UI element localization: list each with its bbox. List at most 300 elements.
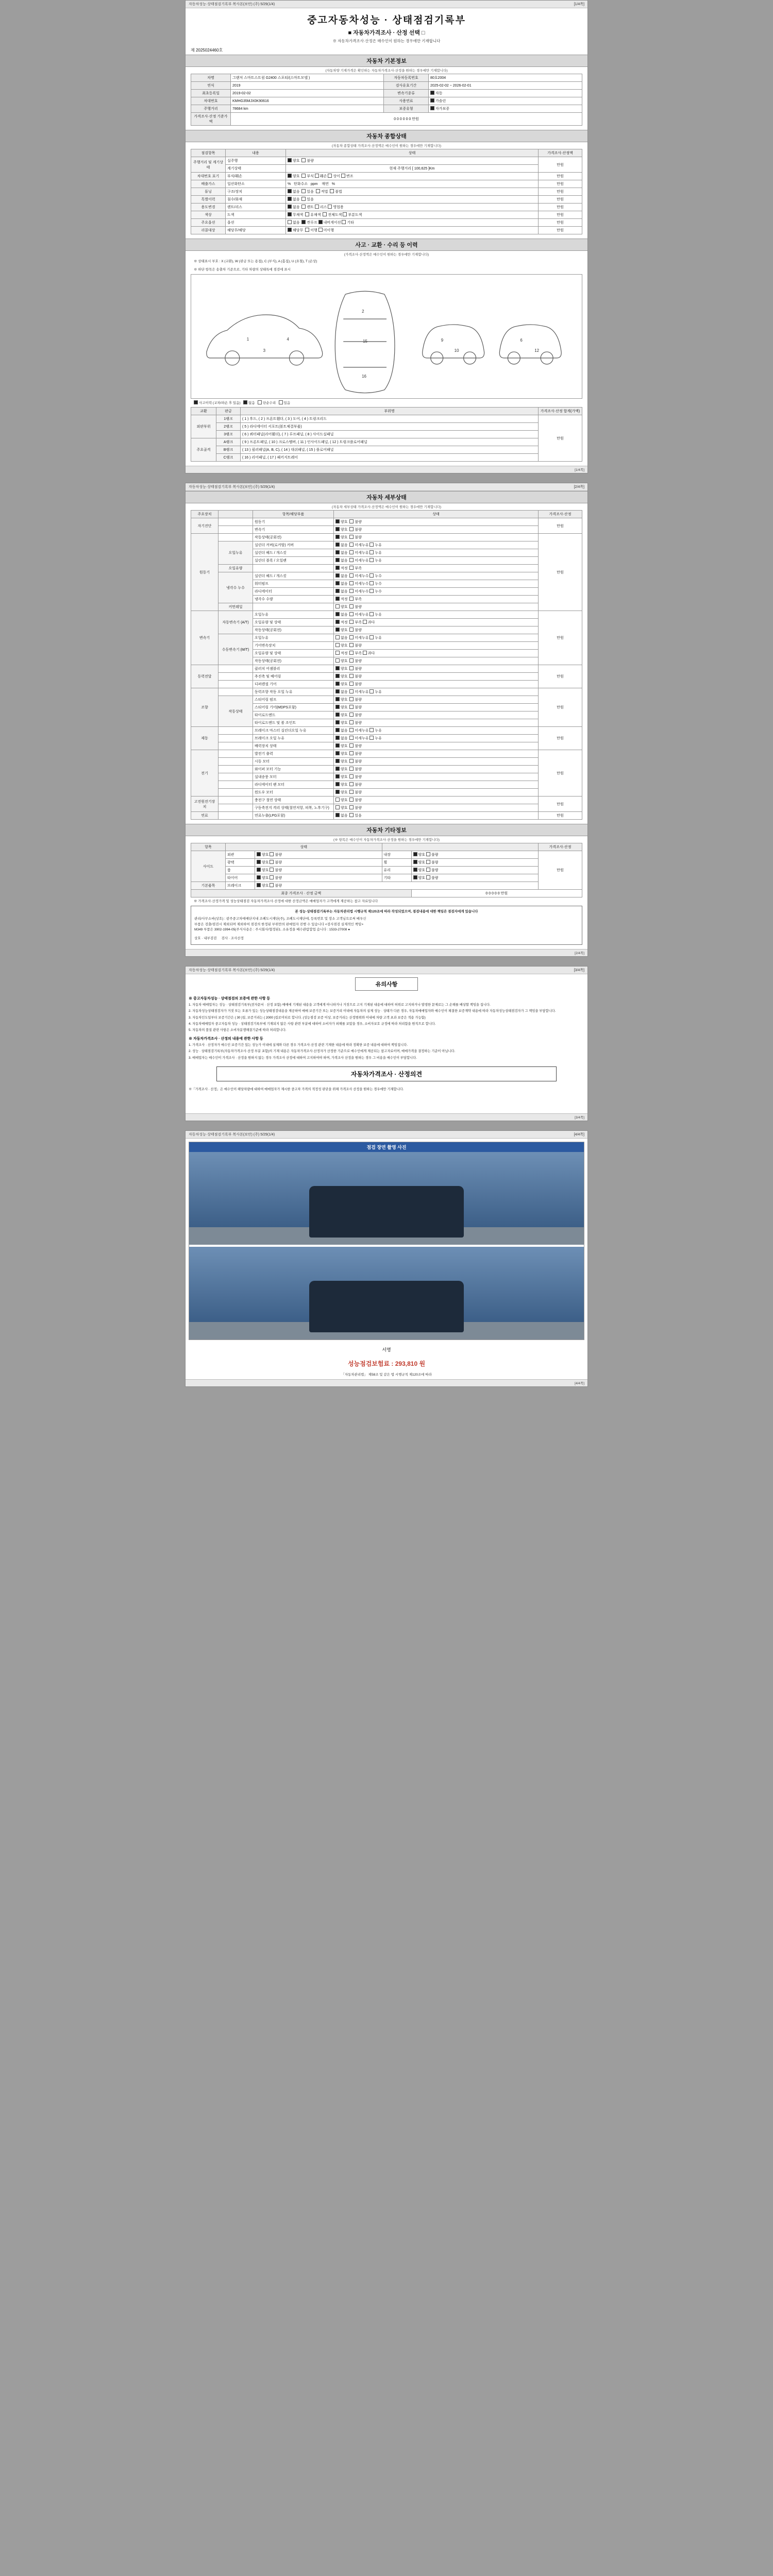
detail-price: 만원 [539,812,582,820]
detail-sub [219,796,253,804]
row-state: 양호 불량 [286,157,539,165]
etc-state-2: 양호 불량 [411,851,539,859]
detail-item: 작동상태(공회전) [253,626,334,634]
detail-sub [219,742,253,750]
detail-sub: 오일유량 [219,565,253,572]
parts-rank: 2랭크 [216,423,241,431]
row-state: 없음 렌트 리스 영업용 [286,204,539,211]
cell-value: 80호2004 [429,74,582,82]
document-title-block [186,8,587,46]
etc-state: 양호 불량 [255,867,382,874]
row-label: 튜닝 [191,188,226,196]
signature-label: 서명 [382,1347,391,1353]
car-damage-diagram [191,274,582,399]
detail-item: 실린더 헤드 / 개스킷 [253,572,334,580]
detail-state: 양호 불량 [334,526,539,534]
detail-state: 없음 미세누유 누유 [334,557,539,565]
cell-value: 2019-02-02 [231,90,384,97]
detail-state: 양호 불량 [334,750,539,758]
col-head-price: 가격조사·산정액 [539,149,582,157]
row-sub: 침수/화재 [226,196,286,204]
row-label: 차대번호 표기 [191,173,226,180]
row-label: 리콜대상 [191,227,226,234]
parts-col-rank: 판금 [216,408,241,415]
detail-sub [219,789,253,796]
stamp-kv-0: 상호 · 내부검검 [194,936,217,940]
etc-col-item: 항목 [191,843,226,851]
cell-label: 최초등록일 [191,90,231,97]
etc-state: 양호 불량 [255,874,382,882]
cell-value: 2025-02-02 ~ 2026-02-01 [429,82,582,90]
row-label: 주요옵션 [191,219,226,227]
detail-state: 양호 불량 [334,534,539,541]
row-sub: 렌트/리스 [226,204,286,211]
window-title-left-3: 자동차성능·상태점검기록부 복사본(보안) (주) 5/29(1/4) [189,968,275,972]
section-accident-band: 사고 · 교환 · 수리 등 이력 [186,239,587,251]
detail-state: 양호 불량 [334,665,539,673]
detail-sub: 커먼레일 [219,603,253,611]
svg-text:9: 9 [441,337,444,343]
section-etc-note: (※ 항목은 매수인이 자동차가격조사·산정을 원하는 경우에만 기재합니다) [333,838,440,842]
etc-table [191,843,582,897]
detail-state: 양호 불량 [334,626,539,634]
detail-item: 시동 모터 [253,758,334,766]
detail-item: 작동상태(공회전) [253,534,334,541]
detail-item: 브레이크 마스터 실린더오일 누유 [253,727,334,735]
detail-state: 양호 불량 [334,681,539,688]
parts-rank: C랭크 [216,454,241,462]
etc-total-label: 최종 가격조사 · 산정 금액 [191,890,412,897]
parts-items: ( 1 ) 후드, ( 2 ) 프론트휀더, ( 3 ) 도어, ( 4 ) 트렁크리드 [241,415,539,423]
parts-rank-table [191,407,582,462]
detail-sub [219,781,253,789]
detail-state: 양호 불량 [334,603,539,611]
inspection-photo-1 [189,1152,584,1245]
page-footer-1: [1/4쪽] [186,466,587,473]
detail-group: 조향 [191,688,219,727]
etc-row-label: 기본품목 [191,882,226,890]
detail-price: 만원 [539,534,582,611]
cell-label: 차명 [191,74,231,82]
legend-item-1: 없음 [248,401,255,405]
detail-col-state: 상태 [334,511,539,518]
detail-state: 적정 부족 [334,596,539,603]
detail-item: 와이퍼 모터 기능 [253,766,334,773]
detail-state: 없음 미세누유 누유 [334,688,539,696]
row-state: 무채색 유채색 전체도색 부분도색 [286,211,539,219]
accident-note-1: ※ 상태표시 부호 : X (교환), W (판금 또는 용접), C (부식), A (흠집), U (요철), T (손상) [194,260,317,263]
window-titlebar [186,1,587,8]
cell-label: 검사유효기간 [384,82,429,90]
section-detail-band: 자동차 세부상태 [186,491,587,503]
photo-car-rear [309,1281,464,1332]
stamp-kv-1: 검사 · 조사산정 [221,936,244,940]
notice-title: 유의사항 [355,977,418,991]
cell-label: 주행거리 [191,105,231,113]
detail-group: 동력전달 [191,665,219,688]
document-page-1 [185,0,588,473]
detail-item: 실린더 커버(로커암) 커버 [253,541,334,549]
section-basic-info-band: 자동차 기본정보 [186,55,587,67]
detail-item: 오일유량 및 상태 [253,619,334,626]
accident-legend [191,399,582,408]
notice-item: 4. 자동차매매업자 중고자동차 성능 · 상태점검기록부에 기재되지 않은 사항 관련 부분에 대하여 소비자가 피해를 보았을 경우, 소비자보호 규정에 따라 처리함을 원칙으로 합니다. [189,1022,436,1026]
section-basic-info-note: (자동차양 기재가격은 확인하는 자동차가격조사·산정을 원하는 경우에만 기재합니다) [325,69,448,73]
notice-item-2: 2. 성능 · 상태점검기록부(자동차가격조사·산정 부분 포함)의 기재 내용은 자동차가격조사·산정자가 산정한 기준으로 매수인에게 제공되는 참고자료이며, 매매가격을 결정하는 기준이 아닙니다. [189,1049,456,1054]
etc-total-value: 0 0 0 0 0 만원 [411,890,582,897]
detail-sub [219,526,253,534]
cell-value: KMHG35MJX0K90616 [231,97,384,105]
accident-note-2: ※ 하단 항목은 송출차 기준으로, 기타 차량의 상태특에 점검에 표시 [194,267,291,272]
row-sub: 실주행 [226,157,286,165]
detail-state: 양호 불량 [334,789,539,796]
notice-item-2: 3. 매매업자는 매수인이 가격조사 · 산정을 원하지 않는 경우 가격조사 산정에 대하여 고지하여야 하며, 가격조사 산정을 원하는 경우 그 비용을 매수인이 부담합니다. [189,1056,417,1060]
cell-value: 0 0 0 0 0 0 만원 [231,113,582,126]
detail-price: 만원 [539,750,582,796]
detail-state: 양호 불량 [334,518,539,526]
photo-block [189,1142,584,1340]
etc-col-state: 상태 [226,843,382,851]
cell-value: 그랜저 스마트스트림 G2400 스포티/(스마트모델 ) [231,74,384,82]
row-state: 현재 주행거리 [ 100,625 ]Km [286,165,539,173]
page-footer-2: [2/4쪽] [186,949,587,956]
detail-state: 양호 불량 [334,696,539,704]
window-title-right-4: [4/4쪽] [574,1133,584,1137]
detail-item: 워터펌프 [253,580,334,588]
detail-item: 디퍼렌셜 기어 [253,681,334,688]
detail-state: 양호 불량 [334,804,539,812]
row-state: 없음 썬루프 내비게이션 기타 [286,219,539,227]
legend-item-2: 단순수리 [263,401,276,405]
parts-rank: B랭크 [216,446,241,454]
price-opinion-box: 자동차가격조사 · 산정의견 [216,1066,557,1081]
detail-state: 양호 불량 [334,766,539,773]
parts-items: ( 13 ) 필러패널(A, B, C), ( 14 ) 대쉬패널, ( 15 ) 플로어패널 [241,446,539,454]
detail-state: 없음 미세누유 누유 [334,735,539,742]
row-price: 만원 [539,188,582,196]
stamp-line-2: M349 부품은 3902-1994-05(주식사용은 : 주시회사/협정된1. 소유정을 배수관람합업 습니다 : 1533-27008 ● [194,928,350,932]
etc-item: 외관 [226,851,255,859]
detail-sub [219,665,253,673]
detail-item: 오일누유 [253,634,334,642]
detail-item: 작동상태(공회전) [253,657,334,665]
detail-sub [219,688,253,696]
detail-sub [219,735,253,742]
notice-item: 1. 자동차 매매업자는 성능 · 상태점검기록부(전자문서 · 산정 포함) 매매에 기재된 내용을 고객에게 아니하거나 거짓으로 고지 기재된 내용에 대하여 허위로 고지하거나 발생한 문제로는 그 손해를 배상할 책임을 집니다. [189,1003,491,1007]
col-head-item: 점검항목 [191,149,226,157]
detail-state: 양호 불량 [334,758,539,766]
etc-item-2: 휠 [382,859,411,867]
cell-label: 가격조사·산정 기준가액 [191,113,231,126]
row-sub: 부식/훼손 [226,173,286,180]
detail-group: 자기진단 [191,518,219,534]
row-price: 만원 [539,180,582,188]
window-title-left-2: 자동차성능·상태점검기록부 복사본(보안) (주) 5/29(1/4) [189,485,275,489]
detail-item: 브레이크 오일 누유 [253,735,334,742]
detail-item: 냉각수 수량 [253,596,334,603]
svg-text:4: 4 [287,336,289,342]
col-head-state: 상태 [286,149,539,157]
cell-label: 사용연료 [384,97,429,105]
detail-state: 없음 미세누유 누유 [334,634,539,642]
svg-text:2: 2 [362,309,364,314]
row-state: % 탄화수소 ppm 매연 % [286,180,539,188]
row-sub: 계기상태 [226,165,286,173]
detail-sub: 자동변속기 (A/T) [219,611,253,634]
detail-item: 구동축전지 격리 상태(절연저항, 피복, 노후기구) [253,804,334,812]
notice-item-2: 1. 가격조사 · 산정자가 매수인 보증기간 있는 성능가 이내에 실제와 다른 경우 가격조사·산정 관련 기재한 내용에 따라 정확한 보증 내용에 대하여 책임집니다. [189,1043,408,1047]
detail-state: 없음 미세누유 누유 [334,541,539,549]
page-title: 중고자동차성능 · 상태점검기록부 [307,15,466,26]
row-price: 만원 [539,211,582,219]
detail-item: 동력조향 작동 오일 누유 [253,688,334,696]
detail-price: 만원 [539,518,582,534]
detail-state: 양호 불량 [334,657,539,665]
svg-text:12: 12 [534,348,540,353]
detail-price: 만원 [539,688,582,727]
row-sub: 해당무/해당 [226,227,286,234]
etc-item-2: 내장 [382,851,411,859]
detail-col-item: 항목/해당부품 [253,511,334,518]
etc-row-label: 사이드 [191,851,226,882]
section-overall-band: 자동차 종합상태 [186,130,587,142]
basic-info-table [191,74,582,126]
detail-item: 충전구 절연 상태 [253,796,334,804]
document-page-2 [185,483,588,957]
price-opinion-note: ※「가격조사 · 산정」은 매수인이 해당차량에 대하여 매매업자가 제시한 중고차 가격의 적정성 판단을 위해 가격조사 산정을 원하는 경우에만 기재합니다. [189,1087,404,1091]
row-label: 주행거리 및 계기상태 [191,157,226,173]
svg-text:6: 6 [520,337,523,343]
legend-item-0: 사고이력 (교차/파손 후 있음) [199,401,241,405]
etc-item-2: 기타 [382,874,411,882]
detail-item: 발전기 출력 [253,750,334,758]
notice-heading-1: ※ 중고자동차성능 · 상태점검의 보증에 관한 사항 등 [189,996,271,1001]
etc-col-price: 가격조사·산정 [539,843,582,851]
detail-price: 만원 [539,796,582,812]
detail-group: 고전원전기장치 [191,796,219,812]
row-price: 만원 [539,227,582,234]
page-subtitle-note: ※ 자동차가격조사·산정은 매수인이 원하는 경우에만 기재합니다 [332,39,441,43]
detail-sub [219,758,253,766]
parts-col-items: 부위명 [241,408,539,415]
detail-sub [219,727,253,735]
detail-sub [219,750,253,758]
svg-text:3: 3 [263,348,266,353]
detail-item [253,565,334,572]
detail-item: 라디에이터 팬 모터 [253,781,334,789]
detail-state: 양호 불량 [334,796,539,804]
detail-state: 없음 미세누유 누유 [334,549,539,557]
detail-state: 양호 불량 [334,719,539,727]
row-price: 만원 [539,157,582,173]
detail-col-sub [219,511,253,518]
detail-group: 전기 [191,750,219,796]
parts-col-price: 가격조사·산정 합계(가액) [539,408,582,415]
etc-col-state-2 [382,843,539,851]
detail-item: 실린더 블록 / 오일팬 [253,557,334,565]
detail-item: 실내송풍 모터 [253,773,334,781]
parts-col-group: 교환 [191,408,216,415]
detail-item: 변속기 [253,526,334,534]
row-sub: 구조/장치 [226,188,286,196]
detail-col-major: 주요장치 [191,511,219,518]
detail-item: 추진축 및 베어링 [253,673,334,681]
detail-col-price: 가격조사·산정 [539,511,582,518]
notice-item: 2. 자동차성능상태점검자가 거짓 또는 오류가 있는 성능상태점검내용을 제공하여 매매 보증기간 또는 보증거리 이내에 자동차의 실제 성능 · 상태가 다른 경우, 자동차매매업자와 매수인이 체결한 보증계약 내용에 따라 자동차성능상태점검자가 그 책임을 부담합니다. [189,1009,556,1013]
window-title-left: 자동차성능·상태점검기록부 복사본(보안) (주) 5/29(1/4) [189,3,275,6]
detail-group: 연료 [191,812,219,820]
row-state: 해당무 이행 미이행 [286,227,539,234]
cell-label: 연식 [191,82,231,90]
parts-rank: 1랭크 [216,415,241,423]
row-label: 특별이력 [191,196,226,204]
detail-item: 라디에이터 [253,588,334,596]
inspector-stamp-block [191,906,582,945]
window-title-left-4: 자동차성능·상태점검기록부 복사본(보안) (주) 5/29(1/4) [189,1133,275,1137]
detail-state-table [191,510,582,820]
etc-state: 양호 불량 [255,882,539,890]
notice-item: 5. 자동차의 품질 관련 사항은 소비자분쟁해결기준에 따라 처리합니다. [189,1028,287,1032]
detail-item: 클러치 어셈블리 [253,665,334,673]
detail-item: 연료누출(LPG포함) [253,812,334,820]
etc-item: 브레이크 [226,882,255,890]
cell-label: 차대번호 [191,97,231,105]
row-price: 만원 [539,196,582,204]
window-title-right-2: [2/4쪽] [574,485,584,489]
etc-item-2: 유리 [382,867,411,874]
detail-state: 양호 불량 [334,642,539,650]
parts-items: ( 16 ) 리어패널, ( 17 ) 패키지트레이 [241,454,539,462]
detail-state: 양호 불량 [334,773,539,781]
stamp-head: 본 성능·상태점검기록부는 자동차관리법 시행규칙 제120조에 따라 작성되었으며, 점검내용에 대한 책임은 점검자에게 있습니다 [295,910,478,913]
etc-state-2: 양호 불량 [411,859,539,867]
insurance-fee: 성능점검보험료 : 293,810 원 [347,1360,426,1368]
legend-item-3: 있음 [283,401,291,405]
detail-sub [219,766,253,773]
parts-items: ( 6 ) 쿼터패널(리어휀더), ( 7 ) 루프패널, ( 8 ) 사이드실패널 [241,431,539,438]
window-titlebar-4 [186,1131,587,1139]
row-state: 양호 부식 훼손 상이 변조 [286,173,539,180]
cell-value: 2019 [231,82,384,90]
row-price: 만원 [539,204,582,211]
row-price: 만원 [539,219,582,227]
row-sub: 도색 [226,211,286,219]
svg-text:15: 15 [363,338,367,344]
parts-rank: A랭크 [216,438,241,446]
etc-total-note: ※ 가격조사·산정가격 및 성능상태점검 자동차가격조사·산정에 대한 산정금액은 매매업자가 고객에게 제공하는 참고 자료입니다 [194,900,378,904]
cell-label: 변속기종류 [384,90,429,97]
svg-text:10: 10 [454,348,459,353]
row-price: 만원 [539,173,582,180]
detail-item: 스티어링 펌프 [253,696,334,704]
col-head-sub: 내용 [226,149,286,157]
window-title-right: [1/4쪽] [574,3,584,6]
detail-sub: 수동변속기 (M/T) [219,634,253,665]
detail-price: 만원 [539,611,582,665]
window-titlebar-3 [186,967,587,974]
legal-footnote: 「자동차관리법」 제58조 및 같은 법 시행규칙 제120조에 따라 [341,1373,432,1377]
section-detail-note: (자동차 세부상태 가격조사·산정액은 매수인이 원하는 경우에만 기재합니다) [332,505,441,510]
detail-sub [219,518,253,526]
detail-item: 윈도우 모터 [253,789,334,796]
detail-state: 없음 미세누수 누수 [334,588,539,596]
notice-item: 3. 자동차인도일부터 보증기간은 ( 30 )일, 보증거리는 ( 2000 )킬로미터로 합니다. (성능점검 보증 이상, 보증거리는 산정범위와 이내에 차량 고객 초과 보증은 적용 가능함) [189,1015,426,1020]
detail-sub: 오일누유 [219,541,253,565]
detail-item: 오일유량 및 상태 [253,650,334,657]
row-label: 용도변경 [191,204,226,211]
etc-state-2: 양호 불량 [411,867,539,874]
overall-state-table [191,149,582,234]
photo-caption: 점검 장면 촬영 사진 [189,1142,584,1152]
cell-label: 보증유형 [384,105,429,113]
document-page-3 [185,966,588,1121]
detail-state: 양호 불량 [334,742,539,750]
etc-state: 양호 불량 [255,859,382,867]
cell-value: 자가보증 [429,105,582,113]
detail-state: 없음 미세누유 누유 [334,727,539,735]
detail-group: 원동기 [191,534,219,611]
parts-items: ( 5 ) 라디에이터 서포트(볼트체결부품) [241,423,539,431]
window-titlebar-2 [186,483,587,491]
parts-price: 만원 [539,415,582,462]
detail-item: 실린더 헤드 / 개스킷 [253,549,334,557]
detail-item: 원동기 [253,518,334,526]
document-page-4 [185,1130,588,1387]
detail-sub [219,673,253,681]
svg-text:1: 1 [246,336,249,342]
section-overall-note: (자동차 종합상태 가격조사·산정액은 매수인이 원하는 경우에만 기재합니다) [332,144,441,148]
row-label: 색상 [191,211,226,219]
parts-group: 외판부위 [191,415,216,438]
detail-price: 만원 [539,727,582,750]
page-footer-3: [3/4쪽] [186,1113,587,1121]
inspection-photo-2 [189,1247,584,1340]
detail-item: 타이로드엔드 및 볼 조인트 [253,719,334,727]
row-state: 없음 있음 적법 불법 [286,188,539,196]
detail-item [253,603,334,611]
page-subtitle: ■ 자동차가격조사 · 산정 선택 □ [348,30,425,36]
notice-heading-2: ※ 자동차가격조사 · 산정의 내용에 관한 사항 등 [189,1037,263,1041]
window-title-right-3: [3/4쪽] [574,968,584,972]
parts-rank: 3랭크 [216,431,241,438]
etc-state: 양호 불량 [255,851,382,859]
stamp-line-1: 부품은 검출/점검시 제외되며 제외하여 점검의 한정된 부위만의 판매업자 진행 수 있습니다 <검사점검 실제적인 책임> [194,922,363,926]
row-label: 배출가스 [191,180,226,188]
detail-sub: 냉각수 누수 [219,572,253,603]
parts-items: ( 9 ) 프론트패널, ( 10 ) 크로스멤버, ( 11 ) 인사이드패널, ( 12 ) 트렁크플로어패널 [241,438,539,446]
document-number: 제 2025024460호 [191,48,223,53]
detail-sub [219,804,253,812]
photo-car-front [309,1186,464,1238]
section-accident-note: (가격조사·산정액은 매수인이 원하는 경우에만 기재합니다) [344,253,429,257]
page-footer-4: [4/4쪽] [186,1379,587,1386]
detail-state: 없음 있음 [334,812,539,820]
etc-price: 만원 [539,851,582,890]
detail-item: 타이로드엔드 [253,711,334,719]
detail-state: 적정 부족 [334,565,539,572]
section-etc-band: 자동차 기타정보 [186,824,587,836]
detail-state: 양호 불량 [334,711,539,719]
detail-item: 스티어링 기어(MDPS포함) [253,704,334,711]
etc-item: 광택 [226,859,255,867]
detail-sub [219,681,253,688]
etc-state-2: 양호 불량 [411,874,539,882]
detail-sub [219,773,253,781]
cell-value: 78684 km [231,105,384,113]
detail-group: 제동 [191,727,219,750]
row-sub: 옵션 [226,219,286,227]
cell-value: 자동 [429,90,582,97]
